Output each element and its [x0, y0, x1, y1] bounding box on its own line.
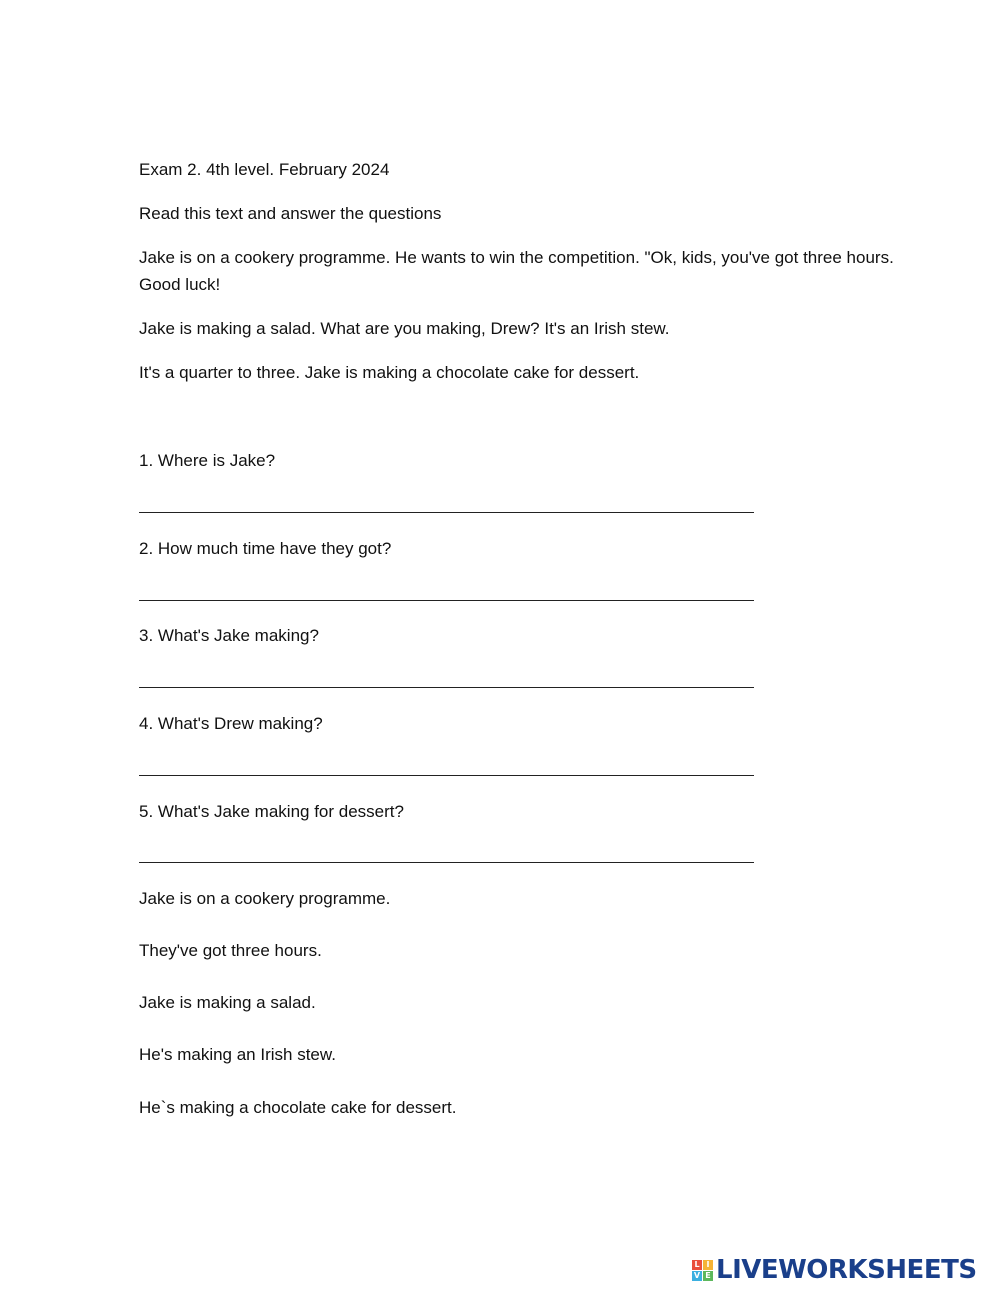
- question-1: 1. Where is Jake?: [139, 451, 276, 470]
- liveworksheets-logo: [692, 1255, 977, 1285]
- answer-5: He`s making a chocolate cake for dessert.: [139, 1098, 457, 1117]
- logo-text: LIVEWORKSHEETS: [716, 1255, 977, 1285]
- answer-2: They've got three hours.: [139, 941, 322, 960]
- logo-mark-tile: E: [703, 1271, 713, 1281]
- reading-paragraph: It's a quarter to three. Jake is making a chocolate cake for dessert.: [139, 363, 640, 382]
- answer-line-4: [139, 775, 754, 776]
- instruction-text: Read this text and answer the questions: [139, 204, 442, 223]
- answer-line-3: [139, 687, 754, 688]
- reading-paragraph: Jake is making a salad. What are you making, Drew? It's an Irish stew.: [139, 319, 670, 338]
- exam-title: Exam 2. 4th level. February 2024: [139, 160, 390, 179]
- question-4: 4. What's Drew making?: [139, 714, 323, 733]
- logo-mark-tile: I: [703, 1260, 713, 1270]
- reading-paragraph: Jake is on a cookery programme. He wants to win the competition. "Ok, kids, you've got three hours. Good luck!: [139, 248, 894, 294]
- logo-mark-icon: [692, 1260, 713, 1281]
- question-2: 2. How much time have they got?: [139, 539, 392, 558]
- answer-4: He's making an Irish stew.: [139, 1045, 336, 1064]
- answer-line-5: [139, 862, 754, 863]
- answer-line-1: [139, 512, 754, 513]
- answer-3: Jake is making a salad.: [139, 993, 316, 1012]
- logo-mark-tile: V: [693, 1270, 701, 1280]
- answer-line-2: [139, 600, 754, 601]
- question-5: 5. What's Jake making for dessert?: [139, 802, 404, 821]
- question-3: 3. What's Jake making?: [139, 626, 319, 645]
- answer-1: Jake is on a cookery programme.: [139, 889, 391, 908]
- logo-mark-tile: L: [692, 1260, 702, 1270]
